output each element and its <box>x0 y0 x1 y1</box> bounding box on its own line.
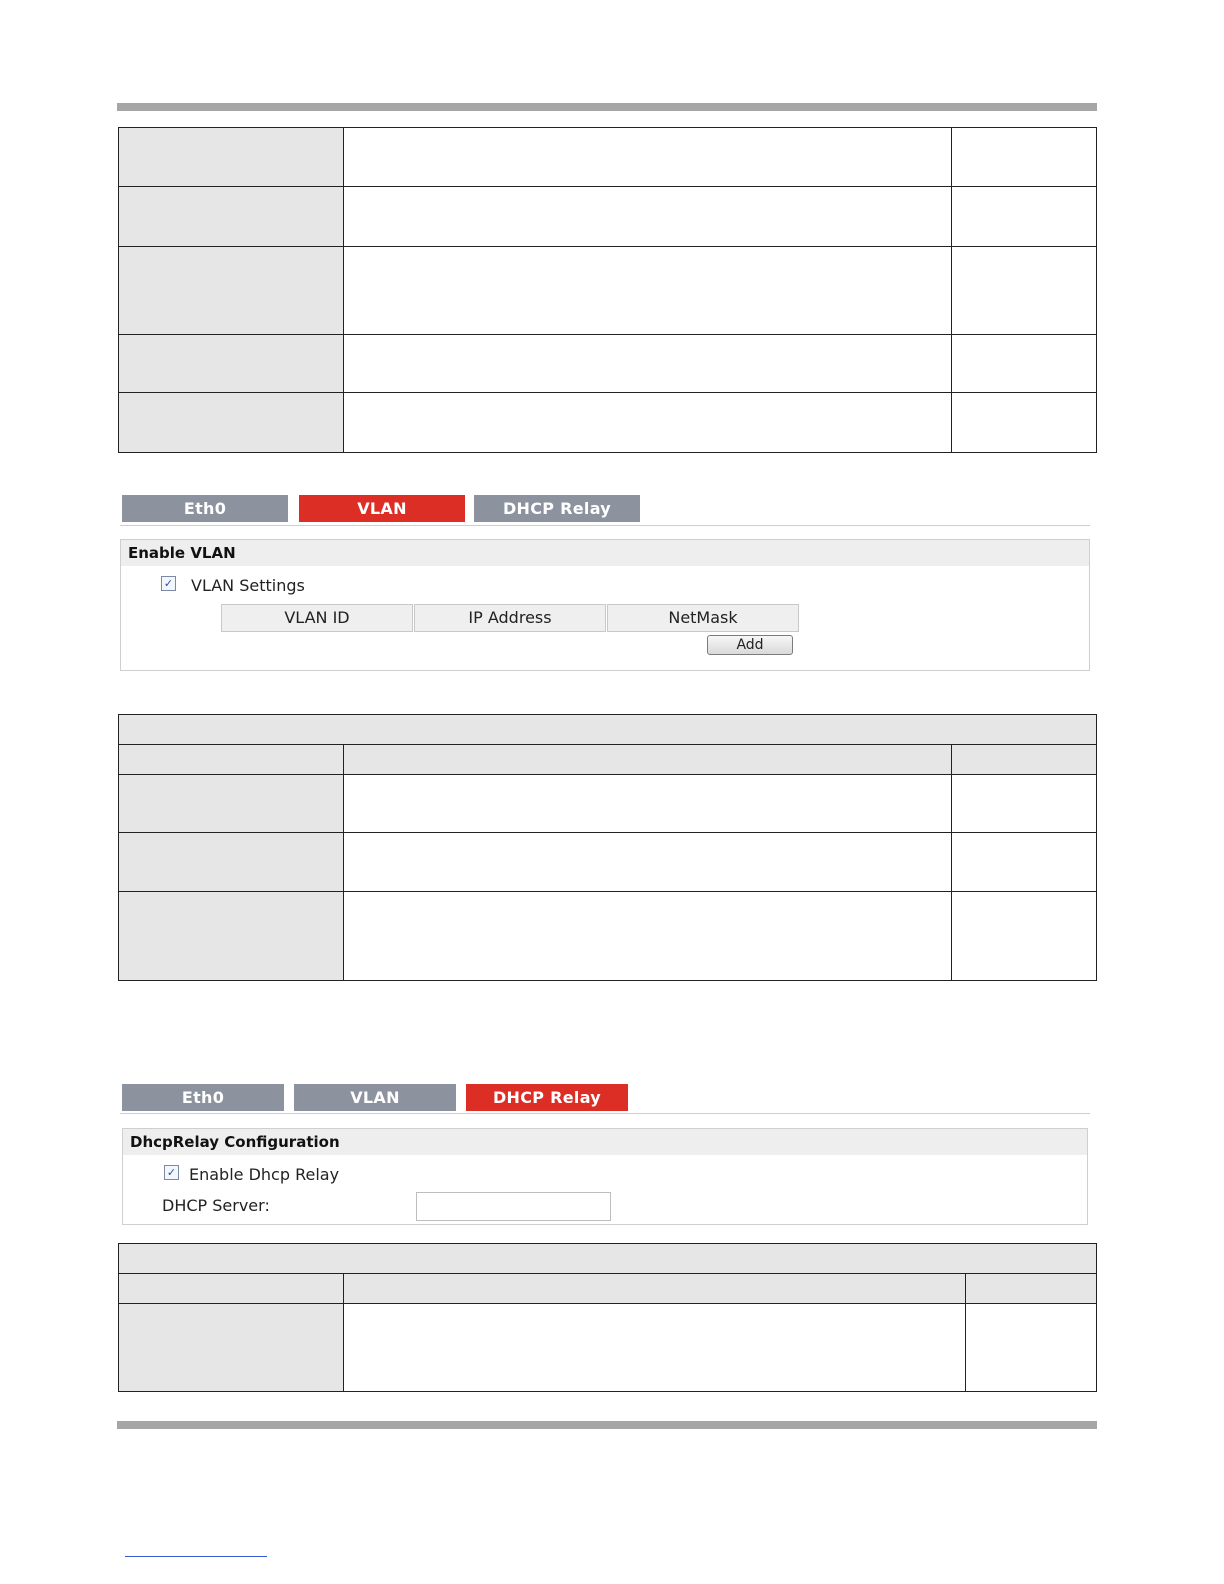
tab-eth0[interactable]: Eth0 <box>122 495 288 522</box>
table-row <box>119 335 1097 393</box>
tab-vlan[interactable]: VLAN <box>299 495 465 522</box>
table-row <box>119 892 1097 981</box>
col-netmask: NetMask <box>607 604 799 632</box>
table-header-row <box>119 745 1097 775</box>
dhcp-server-label: DHCP Server: <box>162 1196 270 1215</box>
tab-eth0[interactable]: Eth0 <box>122 1084 284 1111</box>
vlan-settings-label: VLAN Settings <box>191 576 305 595</box>
footer-rule <box>117 1421 1097 1429</box>
table-title-row <box>119 1244 1097 1274</box>
panel-title: Enable VLAN <box>121 540 1089 566</box>
table-row <box>119 1304 1097 1392</box>
tab-underline <box>120 525 1090 526</box>
params-table-3 <box>118 1243 1097 1392</box>
add-button[interactable]: Add <box>707 635 793 655</box>
table-row <box>119 775 1097 833</box>
table-row <box>119 128 1097 187</box>
table-row <box>119 393 1097 453</box>
table-title-row <box>119 715 1097 745</box>
enable-dhcp-relay-label: Enable Dhcp Relay <box>189 1165 340 1184</box>
dhcp-server-input[interactable] <box>416 1192 611 1221</box>
tab-underline <box>120 1113 1090 1114</box>
header-rule <box>117 103 1097 111</box>
params-table-2 <box>118 714 1097 981</box>
vlan-settings-checkbox[interactable]: ✓ <box>161 576 176 591</box>
tab-dhcp-relay[interactable]: DHCP Relay <box>466 1084 628 1111</box>
table-row <box>119 187 1097 247</box>
col-vlan-id: VLAN ID <box>221 604 413 632</box>
table-row <box>119 247 1097 335</box>
tab-dhcp-relay[interactable]: DHCP Relay <box>474 495 640 522</box>
dhcp-relay-panel <box>122 1128 1088 1225</box>
params-table-1 <box>118 127 1097 453</box>
panel-title: DhcpRelay Configuration <box>123 1129 1087 1155</box>
table-header-row <box>119 1274 1097 1304</box>
table-row <box>119 833 1097 892</box>
col-ip-address: IP Address <box>414 604 606 632</box>
tab-vlan[interactable]: VLAN <box>294 1084 456 1111</box>
enable-dhcp-relay-checkbox[interactable]: ✓ <box>164 1165 179 1180</box>
vlan-panel <box>120 539 1090 671</box>
footer-link-underline <box>125 1556 267 1557</box>
